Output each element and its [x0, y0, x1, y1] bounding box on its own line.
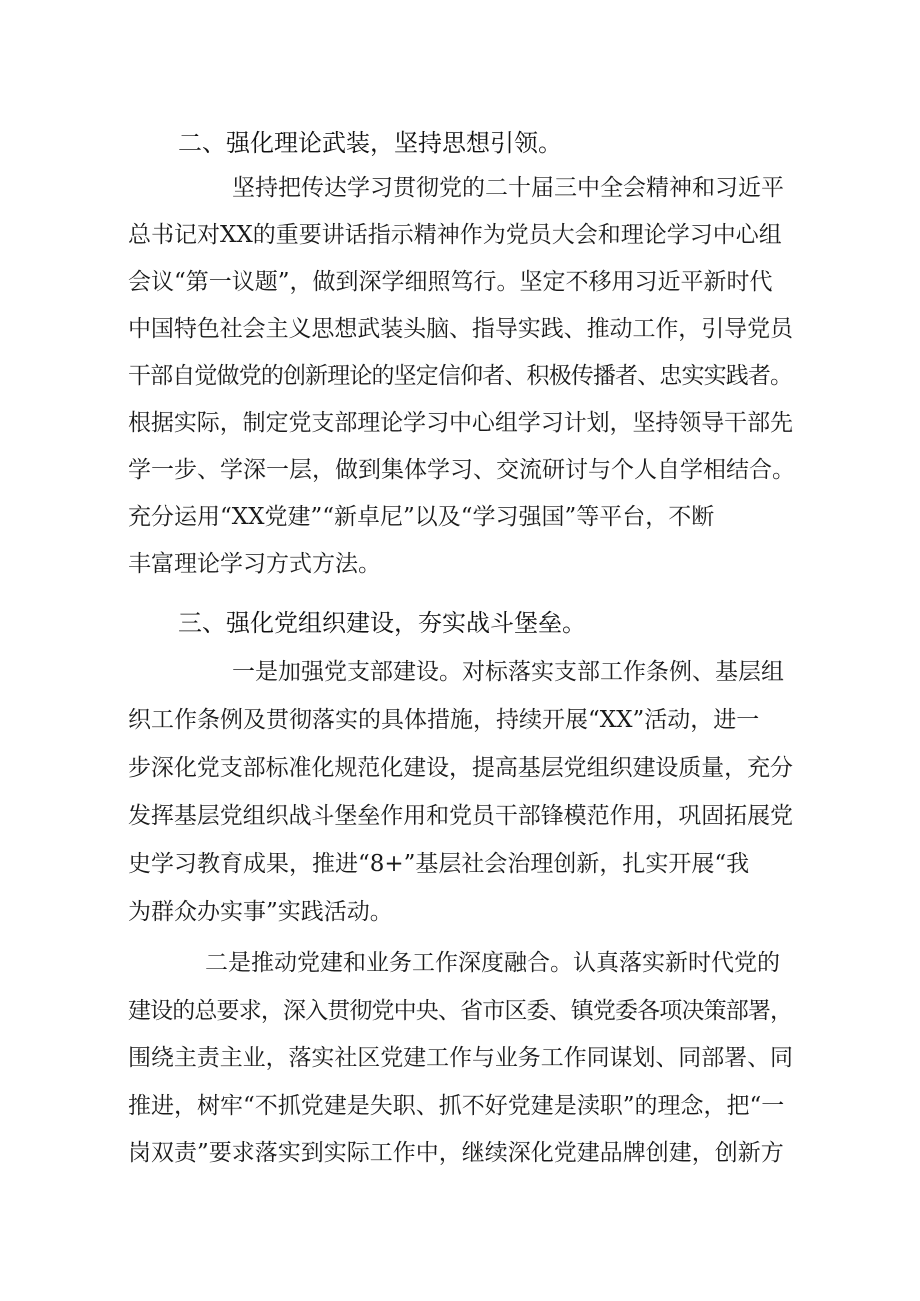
paragraph-line: 总书记对XX的重要讲话指示精神作为党员大会和理论学习中心组 — [128, 222, 782, 248]
paragraph-line: 围绕主责主业，落实社区党建工作与业务工作同谋划、同部署、同 — [128, 1045, 793, 1071]
paragraph-line: 史学习教育成果，推进“8+”基层社会治理创新，扎实开展“我 — [128, 851, 750, 877]
paragraph-line: 根据实际，制定党支部理论学习中心组学习计划，坚持领导干部先 — [128, 410, 793, 436]
paragraph-line: 二是推动党建和业务工作深度融合。认真落实新时代党的 — [205, 950, 780, 976]
paragraph-line: 建设的总要求，深入贯彻党中央、省市区委、镇党委各项决策部署， — [128, 998, 793, 1024]
paragraph-line: 步深化党支部标准化规范化建设，提高基层党组织建设质量，充分 — [128, 755, 793, 781]
section-heading-3: 三、强化党组织建设，夯实战斗堡垒。 — [178, 609, 586, 637]
paragraph-line: 一是加强党支部建设。对标落实支部工作条例、基层组 — [232, 659, 784, 685]
paragraph-line: 会议“第一议题”，做到深学细照笃行。坚定不移用习近平新时代 — [128, 269, 773, 295]
paragraph-line: 干部自觉做党的创新理论的坚定信仰者、积极传播者、忠实实践者。 — [128, 363, 793, 389]
paragraph-line-last: 为群众办实事”实践活动。 — [128, 899, 393, 925]
paragraph-line: 坚持把传达学习贯彻党的二十届三中全会精神和习近平 — [232, 175, 784, 201]
paragraph-line: 推进，树牢“不抓党建是失职、抓不好党建是渎职”的理念，把“一 — [128, 1093, 785, 1119]
paragraph-line-last: 丰富理论学习方式方法。 — [128, 551, 381, 577]
section-heading-2: 二、强化理论武装，坚持思想引领。 — [178, 129, 562, 157]
paragraph-line: 中国特色社会主义思想武装头脑、指导实践、推动工作，引导党员 — [128, 316, 793, 342]
paragraph-line: 岗双责”要求落实到实际工作中，继续深化党建品牌创建，创新方 — [128, 1140, 784, 1166]
paragraph-line: 织工作条例及贯彻落实的具体措施，持续开展“XX”活动，进一 — [128, 707, 760, 733]
paragraph-line: 发挥基层党组织战斗堡垒作用和党员干部锋模范作用，巩固拓展党 — [128, 803, 793, 829]
paragraph-line: 充分运用“XX党建”“新卓尼”以及“学习强国”等平台，不断 — [128, 504, 715, 530]
paragraph-line: 学一步、学深一层，做到集体学习、交流研讨与个人自学相结合。 — [128, 457, 795, 483]
